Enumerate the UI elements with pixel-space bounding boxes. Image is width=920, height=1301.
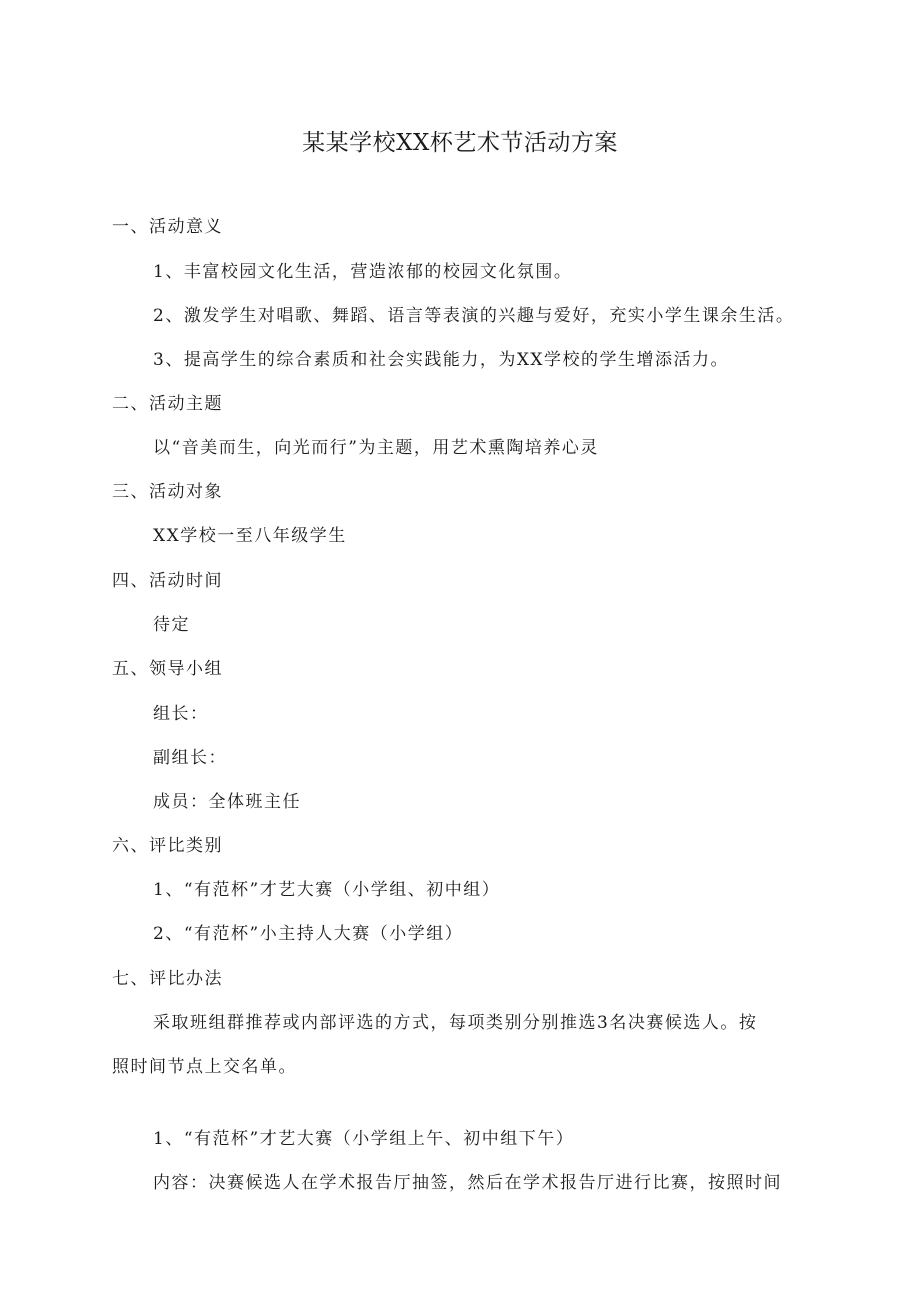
list-item: 1、“有范杯”才艺大赛（小学组上午、初中组下午） (153, 1129, 575, 1149)
list-item: 1、“有范杯”才艺大赛（小学组、初中组） (153, 880, 501, 900)
section-heading-categories: 六、评比类别 (112, 836, 223, 856)
paragraph-line: 采取班组群推荐或内部评选的方式，每项类别分别推选3名决赛候选人。按 (153, 1013, 758, 1033)
list-item: 副组长： (153, 748, 227, 768)
list-item: 3、提高学生的综合素质和社会实践能力，为XX学校的学生增添活力。 (153, 350, 730, 370)
section-heading-time: 四、活动时间 (112, 571, 223, 591)
list-item: 组长： (153, 704, 209, 724)
list-item: 以“音美而生，向光而行”为主题，用艺术熏陶培养心灵 (153, 438, 599, 458)
section-heading-leadership: 五、领导小组 (112, 659, 223, 679)
list-item: 待定 (153, 615, 190, 635)
section-heading-participants: 三、活动对象 (112, 482, 223, 502)
section-heading-significance: 一、活动意义 (112, 217, 223, 237)
document-title: 某某学校XX杯艺术节活动方案 (302, 130, 618, 156)
section-heading-method: 七、评比办法 (112, 969, 223, 989)
paragraph-line: 内容：决赛候选人在学术报告厅抽签，然后在学术报告厅进行比赛，按照时间 (153, 1173, 782, 1193)
list-item: 2、“有范杯”小主持人大赛（小学组） (153, 924, 464, 944)
list-item: 2、激发学生对唱歌、舞蹈、语言等表演的兴趣与爱好，充实小学生课余生活。 (153, 306, 795, 326)
list-item: 成员：全体班主任 (153, 792, 301, 812)
paragraph-line: 照时间节点上交名单。 (112, 1057, 297, 1077)
section-heading-theme: 二、活动主题 (112, 394, 223, 414)
list-item: XX学校一至八年级学生 (153, 526, 347, 546)
list-item: 1、丰富校园文化生活，营造浓郁的校园文化氛围。 (153, 262, 573, 282)
